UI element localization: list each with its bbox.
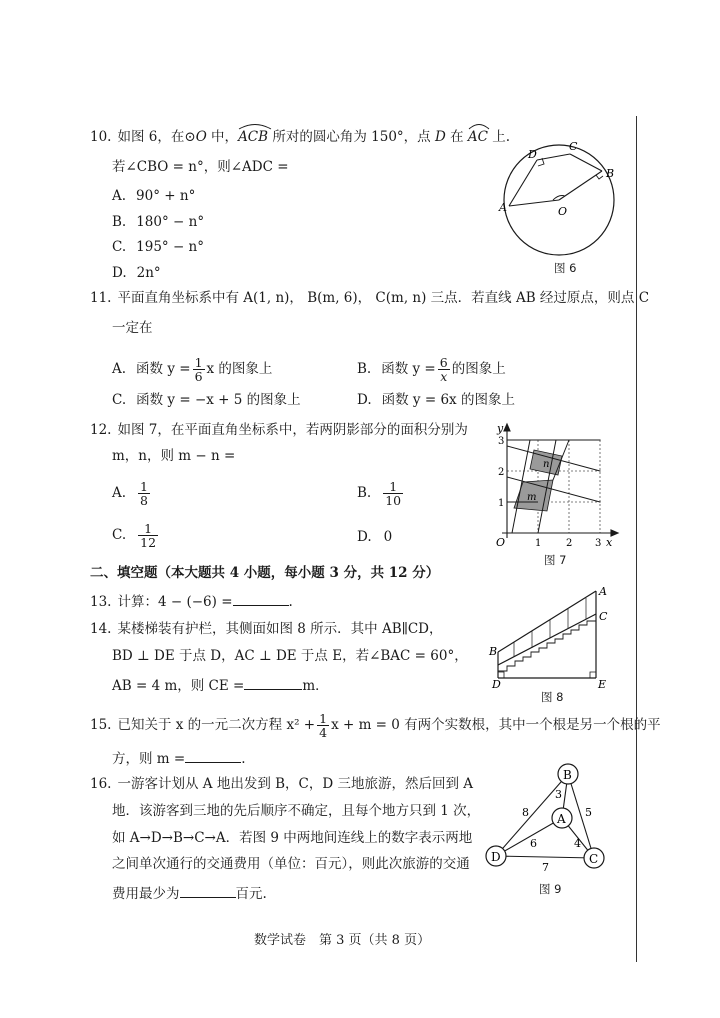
q16-line1: 16. 一游客计划从 A 地出发到 B，C，D 三地旅游，然后回到 A <box>90 776 474 792</box>
q10-option-b: B. 180° − n° <box>112 214 205 230</box>
fig9-node-a: A <box>557 812 566 826</box>
q14-line3: AB = 4 m，则 CE = m． <box>112 678 329 694</box>
figure-7-grid <box>492 420 622 550</box>
q11-option-a: A. 函数 y = $\frac{1}{6}$ x 的图象上 <box>112 355 273 385</box>
fig7-label-m: m <box>527 492 537 503</box>
figure-9-caption: 图 9 <box>539 882 562 896</box>
q14-answer-blank <box>244 677 302 690</box>
q16-line5: 费用最少为 百元. <box>112 886 267 902</box>
fig8-label-b: B <box>489 645 498 658</box>
figure-8-stairs <box>486 585 616 689</box>
page-footer: 数学试卷 第 3 页（共 8 页） <box>254 933 431 948</box>
fig8-label-a: A <box>599 585 607 598</box>
fig7-x-tick-1: 1 <box>535 538 542 549</box>
fig6-label-o: O <box>558 205 568 218</box>
fig9-edge-ad: 6 <box>530 837 537 850</box>
q11-option-c: C. 函数 y = −x + 5 的图象上 <box>112 392 301 408</box>
fig7-x-tick-3: 3 <box>595 538 602 549</box>
q16-line4: 之间单次通行的交通费用（单位：百元），则此次旅游的交通 <box>112 856 470 872</box>
fig9-node-c: C <box>589 852 599 866</box>
q10-option-a: A. 90° + n° <box>112 188 196 204</box>
fig7-axis-x: x <box>606 536 613 549</box>
q10-line2: 若∠CBO = n°，则∠ADC = <box>112 159 289 175</box>
fig7-origin: O <box>496 536 506 549</box>
fig6-label-b: B <box>606 167 615 180</box>
fig9-edge-bd: 8 <box>522 806 529 819</box>
q15-line2: 方，则 m = . <box>112 751 246 767</box>
q11-line2: 一定在 <box>112 320 153 336</box>
figure-6-caption: 图 6 <box>554 261 577 275</box>
q16-line2: 地．该游客到三地的先后顺序不确定，且每个地方只到 1 次， <box>112 803 481 819</box>
q11-line1: 11. 平面直角坐标系中有 A(1, n)， B(m, 6)， C(m, n) 三点．若直线 AB 经过原点，则点 C <box>90 290 650 306</box>
q12-line2: m，n，则 m − n = <box>112 448 236 464</box>
q15-answer-blank <box>185 750 241 763</box>
fig7-y-tick-2: 2 <box>498 467 505 478</box>
q13: 13. 计算：4 − (−6) = . <box>90 594 293 610</box>
q12-line1: 12. 如图 7，在平面直角坐标系中，若两阴影部分的面积分别为 <box>90 422 468 438</box>
fig7-axis-y: y <box>497 422 504 435</box>
page-margin-rule <box>636 116 637 962</box>
fig9-edge-dc: 7 <box>542 861 549 874</box>
q10-arc-acb: ACB <box>238 129 268 145</box>
q10-option-d: D. 2n° <box>112 265 161 281</box>
fig7-y-tick-1: 1 <box>498 498 505 509</box>
fig8-label-c: C <box>599 610 608 623</box>
q14-line2: BD ⊥ DE 于点 D，AC ⊥ DE 于点 E，若∠BAC = 60°， <box>112 648 468 664</box>
q14-line1: 14. 某楼梯装有护栏，其侧面如图 8 所示．其中 AB∥CD， <box>90 621 443 637</box>
fig9-edge-ac: 4 <box>574 837 581 850</box>
q12-option-b: B. $\frac{1}{10}$ <box>357 479 402 509</box>
figure-8-caption: 图 8 <box>541 690 564 704</box>
fig8-label-d: D <box>492 678 501 689</box>
figure-6-circle <box>495 136 625 264</box>
q12-option-c: C. $\frac{1}{12}$ <box>112 521 157 551</box>
fig9-edge-ba: 3 <box>555 788 562 801</box>
q13-answer-blank <box>233 593 289 606</box>
fig6-label-c: C <box>569 140 578 153</box>
q11-option-d: D. 函数 y = 6x 的图象上 <box>357 392 515 408</box>
fig6-label-a: A <box>499 201 507 214</box>
q15-line1: 15. 已知关于 x 的一元二次方程 x² + $\frac{1}{4}$ x + m = 0 有两个实数根，其中一个根是另一个根的平 <box>90 711 661 741</box>
q12-option-d: D. 0 <box>357 529 393 545</box>
figure-9-graph <box>482 760 612 878</box>
q16-answer-blank <box>180 885 236 898</box>
figure-7-caption: 图 7 <box>544 553 567 567</box>
section-2-heading: 二、填空题（本大题共 4 小题，每小题 3 分，共 12 分） <box>90 565 440 581</box>
q12-option-a: A. $\frac{1}{8}$ <box>112 479 148 509</box>
q16-line3: 如 A→D→B→C→A．若图 9 中两地间连线上的数字表示两地 <box>112 830 473 846</box>
fig7-y-tick-3: 3 <box>498 436 505 447</box>
fig9-node-d: D <box>491 850 501 864</box>
fig7-x-tick-2: 2 <box>566 538 573 549</box>
q11-option-b: B. 函数 y = $\frac{6}{x}$ 的图象上 <box>357 355 506 385</box>
fig9-node-b: B <box>563 768 572 782</box>
q10-arc-ac: AC <box>468 129 488 145</box>
fig8-label-e: E <box>598 678 607 689</box>
fig7-label-n: n <box>543 459 550 470</box>
q10-line1: 10. 如图 6，在⊙O 中，ACB 所对的圆心角为 150°，点 D 在 AC 上. <box>90 131 510 145</box>
fig9-edge-bc: 5 <box>585 806 592 819</box>
fig6-label-d: D <box>528 148 537 161</box>
q10-option-c: C. 195° − n° <box>112 239 204 255</box>
